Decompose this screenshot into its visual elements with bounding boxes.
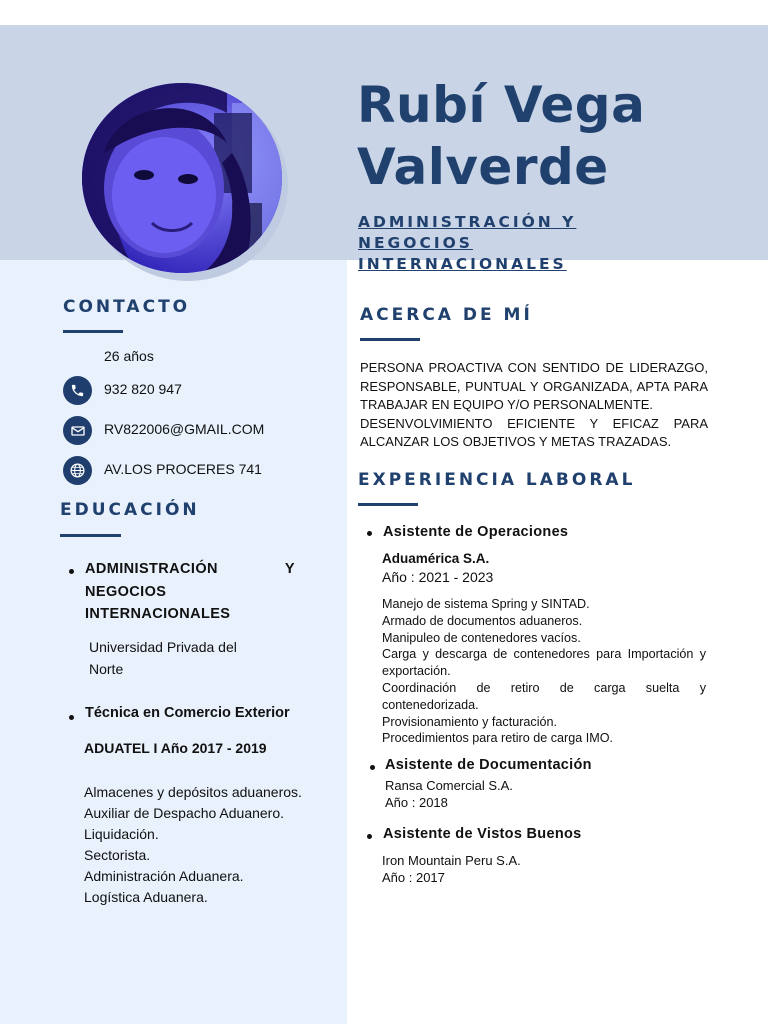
list-item: contenedorizada. — [382, 697, 479, 712]
about-line: DESENVOLVIMIENTO EFICIENTE Y EFICAZ PARA — [360, 415, 708, 431]
job-title: Asistente de Vistos Buenos — [383, 826, 582, 842]
globe-icon — [63, 456, 92, 485]
job-company: Ransa Comercial S.A. — [385, 778, 513, 793]
education-heading-rule — [60, 534, 121, 537]
education-heading: EDUCACIÓN — [60, 500, 200, 520]
name-line-1: Rubí Vega — [357, 76, 646, 134]
degree-line-2: NEGOCIOS — [85, 583, 167, 600]
list-item: Auxiliar de Despacho Aduanero. — [84, 805, 285, 821]
education-degree — [85, 558, 295, 626]
bullet-icon — [367, 531, 372, 536]
degree-line-1a: ADMINISTRACIÓN — [85, 561, 218, 577]
about-line: ALCANZAR LOS OBJETIVOS Y METAS TRAZADAS. — [360, 434, 672, 449]
contact-email: RV822006@GMAIL.COM — [104, 421, 265, 437]
about-line: TRABAJAR EN EQUIPO Y/O PERSONALMENTE. — [360, 397, 654, 412]
list-item: Procedimientos para retiro de carga IMO. — [382, 731, 613, 746]
name-line-2: Valverde — [357, 138, 609, 196]
job-period: Año : 2021 - 2023 — [382, 569, 494, 585]
list-item: Provisionamiento y facturación. — [382, 714, 557, 729]
list-item: Armado de documentos aduaneros. — [382, 613, 583, 628]
job-title: Asistente de Operaciones — [383, 524, 569, 540]
job-company: Iron Mountain Peru S.A. — [382, 853, 521, 868]
education-topics — [84, 782, 302, 908]
job-company: Aduamérica S.A. — [382, 551, 490, 566]
contact-address: AV.LOS PROCERES 741 — [104, 461, 262, 477]
job-title: Asistente de Documentación — [385, 757, 592, 773]
bullet-icon — [69, 715, 74, 720]
experience-heading: EXPERIENCIA LABORAL — [358, 470, 636, 490]
phone-icon — [63, 376, 92, 405]
education-technical-org: ADUATEL I Año 2017 - 2019 — [84, 740, 267, 756]
list-item: Coordinación de retiro de carga suelta y — [382, 680, 706, 695]
candidate-name — [357, 74, 645, 198]
degree-line-1b: Y — [284, 561, 295, 577]
list-item: Administración Aduanera. — [84, 868, 244, 884]
job-period: Año : 2018 — [385, 795, 448, 810]
job-period: Año : 2017 — [382, 870, 445, 885]
degree-line-1 — [85, 558, 295, 581]
about-text — [360, 359, 708, 452]
job-duties — [382, 596, 706, 747]
experience-heading-rule — [358, 503, 418, 506]
contact-phone: 932 820 947 — [104, 381, 182, 397]
education-technical-title: Técnica en Comercio Exterior — [85, 705, 290, 721]
list-item: Manipuleo de contenedores vacíos. — [382, 630, 581, 645]
list-item: Carga y descarga de contenedores para Importación y — [382, 647, 706, 662]
list-item: Almacenes y depósitos aduaneros. — [84, 784, 302, 800]
about-heading-rule — [360, 338, 420, 341]
education-school: Universidad Privada del Norte — [89, 639, 237, 677]
list-item: Manejo de sistema Spring y SINTAD. — [382, 597, 590, 611]
about-heading: ACERCA DE MÍ — [360, 305, 533, 325]
contact-heading-rule — [63, 330, 123, 333]
bullet-icon — [367, 834, 372, 839]
profession-title: ADMINISTRACIÓN Y NEGOCIOS INTERNACIONALES — [358, 213, 577, 273]
contact-age: 26 años — [104, 348, 154, 364]
list-item: Liquidación. — [84, 826, 159, 842]
list-item: exportación. — [382, 664, 451, 679]
list-item: Logística Aduanera. — [84, 889, 208, 905]
degree-line-3: INTERNACIONALES — [85, 606, 231, 622]
list-item: Sectorista. — [84, 847, 151, 863]
profile-photo-illustration — [82, 83, 282, 273]
bullet-icon — [69, 569, 74, 574]
contact-heading: CONTACTO — [63, 297, 191, 317]
profile-photo — [82, 83, 282, 273]
email-icon — [63, 416, 92, 445]
about-line: PERSONA PROACTIVA CON SENTIDO DE LIDERAZGO, — [360, 360, 708, 375]
bullet-icon — [370, 765, 375, 770]
about-line: RESPONSABLE, PUNTUAL Y ORGANIZADA, APTA PARA — [360, 378, 708, 394]
